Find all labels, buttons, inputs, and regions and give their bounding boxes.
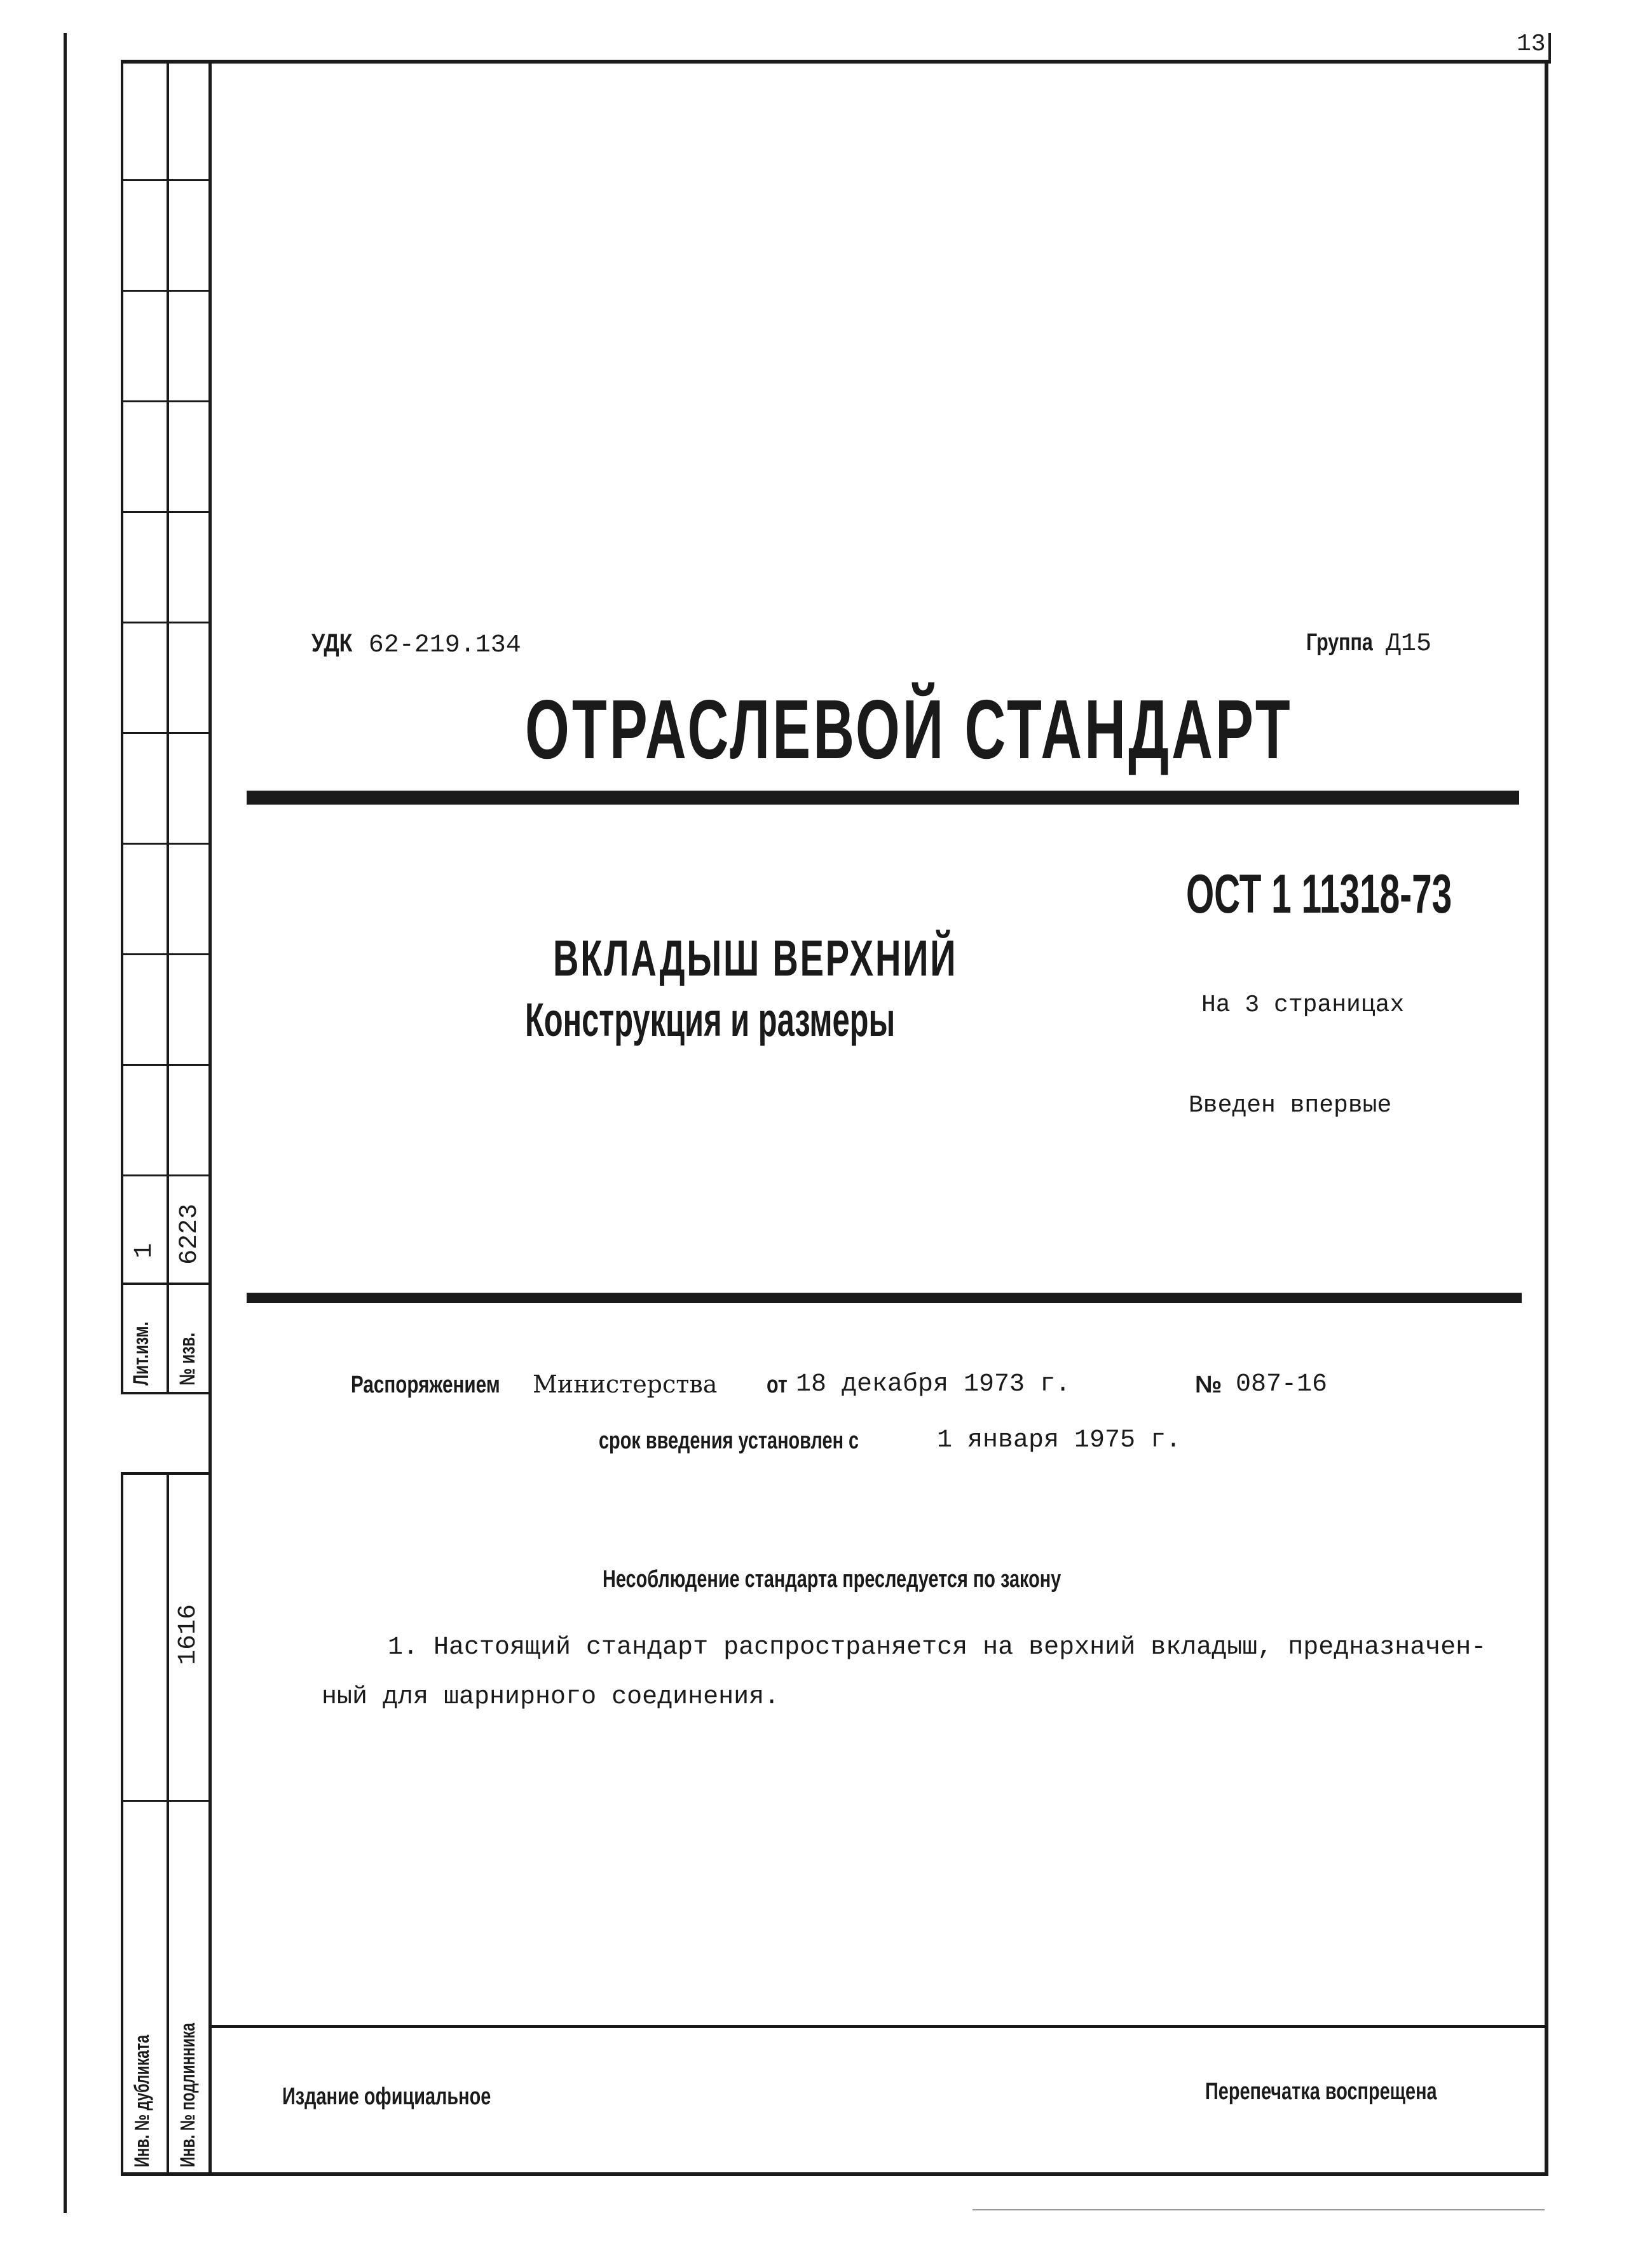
- frame-left-outer: [64, 33, 67, 2213]
- stamp-row: [121, 1283, 210, 1285]
- paragraph-1-line-2: ный для шарнирного соединения.: [322, 1683, 780, 1712]
- stamp-col-mid: [167, 60, 169, 1394]
- udk-line: [311, 629, 521, 660]
- stamp-row: [121, 290, 210, 292]
- stamp-lit-value: 1: [130, 1242, 159, 1258]
- stamp-row: [121, 622, 210, 623]
- group-label: Группа: [1306, 629, 1373, 656]
- stamp-lower-top: [121, 1472, 210, 1475]
- frame-top-border: [121, 60, 1551, 64]
- frame-right-border: [1545, 60, 1548, 2176]
- product-subtitle: Конструкция и размеры: [525, 993, 896, 1046]
- introduced-note: Введен впервые: [1189, 1092, 1392, 1119]
- product-title: ВКЛАДЫШ ВЕРХНИЙ: [553, 930, 958, 986]
- paragraph-1-line-1: 1. Настоящий стандарт распространяется на верхний вкладыш, предназначен-: [388, 1633, 1487, 1662]
- order-number-sign: №: [1195, 1372, 1222, 1398]
- order-label: Распоряжением: [351, 1372, 500, 1398]
- group-value: Д15: [1385, 630, 1431, 658]
- stamp-lit-label: Лит.изм.: [129, 1321, 153, 1385]
- udk-value: 62-219.134: [368, 631, 521, 660]
- stamp-orig-label: Инв. № подлинника: [176, 2023, 199, 2167]
- effective-date: 1 января 1975 г.: [937, 1426, 1182, 1455]
- footer-reprint-prohibited: Перепечатка воспрещена: [1205, 2078, 1437, 2105]
- order-number: 087-16: [1236, 1370, 1328, 1399]
- stamp-lower-row: [121, 1800, 210, 1802]
- stamp-row: [121, 1064, 210, 1066]
- page-number: 13: [1517, 31, 1546, 58]
- order-date-prefix: от: [767, 1372, 788, 1398]
- stamp-orig-value: 1616: [174, 1603, 203, 1665]
- stamp-izv-value: 6223: [175, 1203, 204, 1265]
- legal-warning: Несоблюдение стандарта преследуется по закону: [603, 1566, 1062, 1593]
- stamp-dup-label: Инв. № дубликата: [130, 2034, 153, 2167]
- middle-thick-rule: [247, 1293, 1522, 1303]
- main-title: ОТРАСЛЕВОЙ СТАНДАРТ: [525, 683, 1293, 776]
- frame-inner-left: [208, 60, 212, 2176]
- stamp-row: [121, 1174, 210, 1176]
- standard-code: ОСТ 1 11318-73: [1186, 864, 1452, 925]
- stamp-row: [121, 843, 210, 845]
- stamp-izv-label: № изв.: [175, 1332, 200, 1385]
- pages-note: На 3 страницах: [1201, 991, 1405, 1019]
- order-ministry: Министерства: [533, 1370, 718, 1398]
- order-date: 18 декабря 1973 г.: [796, 1370, 1071, 1399]
- stamp-row: [121, 732, 210, 734]
- stamp-lower-col-mid: [167, 1472, 169, 2176]
- page-top-tick: [1548, 33, 1551, 62]
- header-thick-rule: [247, 791, 1519, 805]
- stamp-row: [121, 511, 210, 513]
- stamp-row: [121, 179, 210, 181]
- frame-footer-divider: [210, 2025, 1548, 2028]
- stamp-row: [121, 953, 210, 955]
- stamp-col-left: [121, 60, 123, 1394]
- effective-label: срок введения установлен с: [599, 1427, 859, 1454]
- page-bottom-rule: [973, 2209, 1545, 2210]
- footer-official-edition: Издание официальное: [282, 2083, 491, 2110]
- stamp-lower-col-left: [121, 1472, 123, 2176]
- udk-label: УДК: [311, 629, 353, 657]
- stamp-row: [121, 400, 210, 402]
- stamp-row: [121, 1392, 210, 1394]
- group-line: [1306, 629, 1431, 658]
- frame-bottom-border: [121, 2172, 1548, 2176]
